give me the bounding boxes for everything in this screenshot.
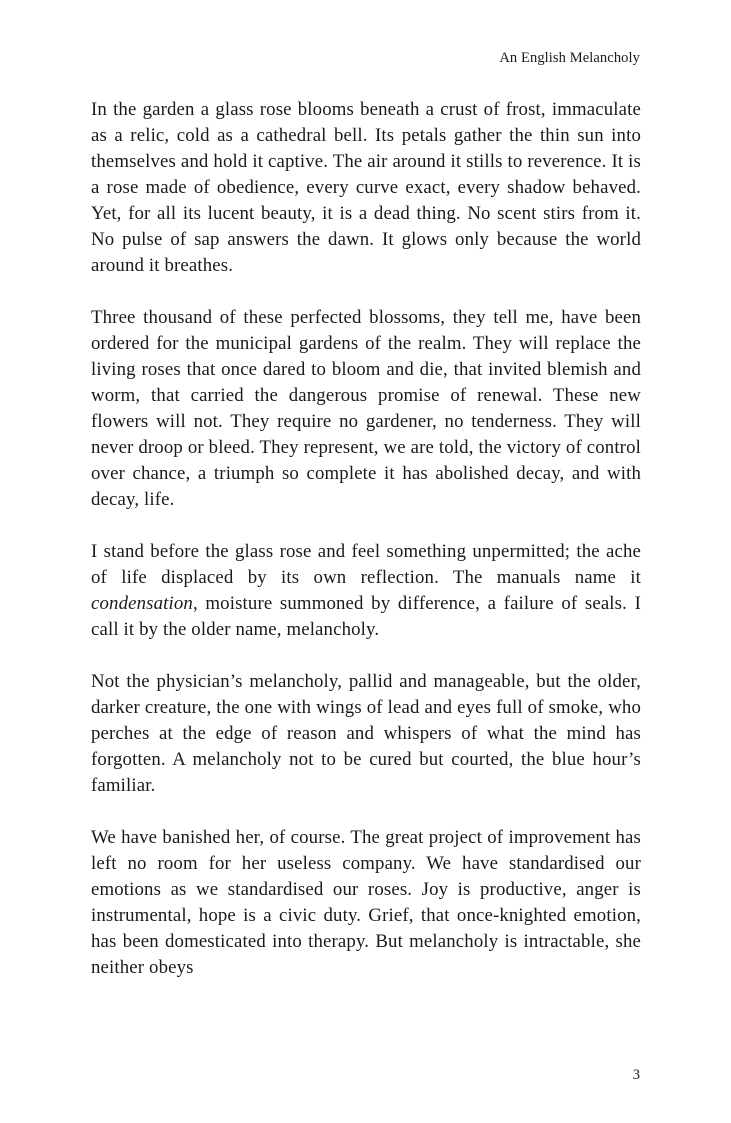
body-text: [91, 97, 641, 981]
paragraph-banished: We have banished her, of course. The great project of improvement has left no room for her useless company. We have standardised our emotions as we standardised our roses. Joy is productive, anger is instrumental, hope is a civic duty. Grief, that once-knighted emotion, has been domesticated into therapy. But melancholy is intractable, she neither obeys: [91, 827, 641, 978]
paragraph-condensation-start: I stand before the glass rose and feel something unpermitted; the ache of life displaced by its own reflection. The manuals name it: [91, 541, 641, 588]
paragraph-physicians-melancholy: Not the physician’s melancholy, pallid and manageable, but the older, darker creature, the one with wings of lead and eyes full of smoke, who perches at the edge of reason and whispers of what the mind has forgotten. A melancholy not to be cured but courted, the blue hour’s familiar.: [91, 671, 641, 796]
paragraph-perfected-blossoms: Three thousand of these perfected blossoms, they tell me, have been ordered for the municipal gardens of the realm. They will replace the living roses that once dared to bloom and die, that invited blemish and worm, that carried the dangerous promise of renewal. These new flowers will not. They require no gardener, no tenderness. They will never droop or bleed. They represent, we are told, the victory of control over chance, a triumph so complete it has abolished decay, and with decay, life.: [91, 307, 641, 510]
emphasis-condensation: condensation: [91, 593, 193, 614]
page-number: 3: [632, 1067, 640, 1083]
running-head: An English Melancholy: [499, 50, 640, 66]
paragraph-glass-rose: In the garden a glass rose blooms beneath a crust of frost, immaculate as a relic, cold as a cathedral bell. Its petals gather the thin sun into themselves and hold it captive. The air around it stills to reverence. It is a rose made of obedience, every curve exact, every shadow behaved. Yet, for all its lucent beauty, it is a dead thing. No scent stirs from it. No pulse of sap answers the dawn. It glows only because the world around it breathes.: [91, 99, 641, 276]
paragraph-condensation: [91, 539, 641, 643]
paragraph-condensation-end: , moisture summoned by difference, a failure of seals. I call it by the older name, melancholy.: [91, 593, 641, 640]
